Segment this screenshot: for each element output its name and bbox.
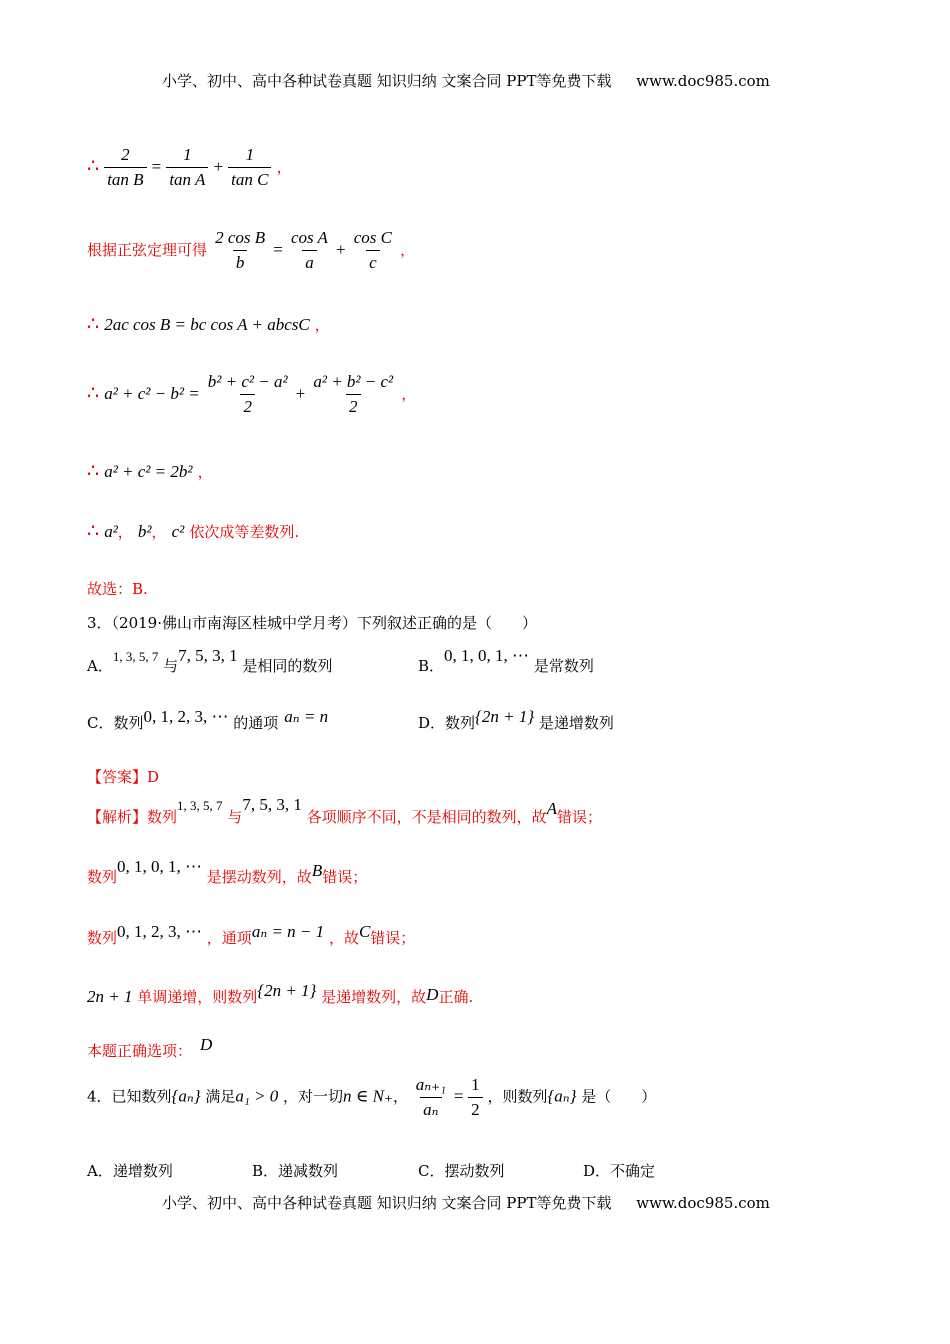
fraction: $\frac{\text{cos C}}{c}$ (353, 228, 392, 272)
q3-option-a: A．1, 3, 5, 7 与7, 5, 3, 1 是相同的数列 (87, 646, 333, 675)
q4-option-d: D．不确定 (583, 1162, 656, 1180)
fraction: $\frac{2}{\text{tan B}}$ (104, 145, 146, 190)
therefore-symbol: ∴ (87, 382, 100, 404)
step-3: ∴ 2ac cos B = bc cos A + abcsC ， (87, 313, 330, 335)
question-4-stem: 4．已知数列{aₙ} 满足a₁ > 0 ，对一切n ∈ N₊， $\frac{\text{aₙ₊₁}}{\text{aₙ}}$ = $\frac{1}{2}$ ，则数列{aₙ} 是（ ） (87, 1075, 657, 1119)
q3-answer: 【答案】D (87, 768, 160, 786)
q4-option-a: A．递增数列 (87, 1162, 173, 1180)
footer-site: www.doc985.com (636, 1194, 770, 1212)
therefore-symbol: ∴ (87, 155, 100, 177)
previous-choice: 故选：B. (87, 580, 148, 598)
step-1: ∴ $\frac{2}{\text{tan B}}$ = $\frac{1}{\text{tan A}}$ + $\frac{1}{\text{tan C}}$ ， (87, 145, 292, 189)
step-2-label: 根据正弦定理可得 (87, 241, 208, 259)
footer-text: 小学、初中、高中各种试卷真题 知识归纳 文案合同 PPT等免费下载 (162, 1194, 612, 1212)
q3-option-d: D．数列{2n + 1} 是递增数列 (418, 707, 614, 732)
q3-option-c: C．数列0, 1, 2, 3, ⋯ 的通项 aₙ = n (87, 707, 329, 732)
fraction: $\frac{1}{\text{tan C}}$ (228, 145, 271, 190)
therefore-symbol: ∴ (87, 313, 100, 335)
q3-option-b: B．0, 1, 0, 1, ⋯ 是常数列 (418, 646, 594, 675)
page-header (162, 70, 770, 91)
therefore-symbol: ∴ (87, 460, 100, 482)
fraction: $\frac{1}{2}$ (468, 1075, 483, 1120)
q3-analysis-2: 数列0, 1, 0, 1, ⋯ 是摆动数列，故B错误； (87, 857, 368, 886)
q4-option-b: B．递减数列 (252, 1162, 339, 1180)
equation-lhs: a² + c² − b² = (104, 384, 200, 403)
q4-option-c: C．摆动数列 (418, 1162, 505, 1180)
step-6: ∴ a²， b²， c² 依次成等差数列. (87, 520, 300, 542)
q3-analysis-1: 【解析】数列1, 3, 5, 7 与7, 5, 3, 1 各项顺序不同，不是相同的数列，故A错误； (87, 795, 603, 826)
q3-analysis-4: 2n + 1 单调递增，则数列{2n + 1} 是递增数列，故D正确. (87, 981, 474, 1006)
header-site: www.doc985.com (636, 72, 770, 90)
step-5: ∴ a² + c² = 2b² ， (87, 460, 213, 482)
fraction: $\frac{\text{cos A}}{a}$ (290, 228, 328, 272)
equation: 2ac cos B = bc cos A + abcsC (104, 315, 310, 334)
q3-analysis-5: 本题正确选项： D (87, 1035, 213, 1060)
step-6-text: 依次成等差数列. (189, 523, 300, 541)
header-text: 小学、初中、高中各种试卷真题 知识归纳 文案合同 PPT等免费下载 (162, 72, 612, 90)
fraction: $\frac{\text{aₙ₊₁}}{\text{aₙ}}$ (415, 1075, 447, 1119)
question-3-stem: 3．（2019·佛山市南海区桂城中学月考）下列叙述正确的是（ ） (87, 614, 537, 632)
fraction: $\frac{\text{a² + b² − c²}}{2}$ (313, 372, 394, 416)
fraction: $\frac{\text{2 cos B}}{b}$ (215, 228, 266, 272)
equation: a² + c² = 2b² (104, 462, 193, 481)
q3-analysis-3: 数列0, 1, 2, 3, ⋯ ，通项aₙ = n − 1 ，故C错误； (87, 922, 416, 947)
step-4: ∴ a² + c² − b² = $\frac{\text{b² + c² − a²}}{2}$ + $\frac{\text{a² + b² − c²}}{2}$ ， (87, 372, 417, 416)
therefore-symbol: ∴ (87, 520, 100, 542)
page-footer (162, 1192, 770, 1213)
fraction: $\frac{\text{b² + c² − a²}}{2}$ (207, 372, 288, 416)
step-2: 根据正弦定理可得 $\frac{\text{2 cos B}}{b}$ = $\frac{\text{cos A}}{a}$ + $\frac{\text{cos C}}{c}$ ， (87, 228, 416, 272)
fraction: $\frac{1}{\text{tan A}}$ (166, 145, 208, 190)
